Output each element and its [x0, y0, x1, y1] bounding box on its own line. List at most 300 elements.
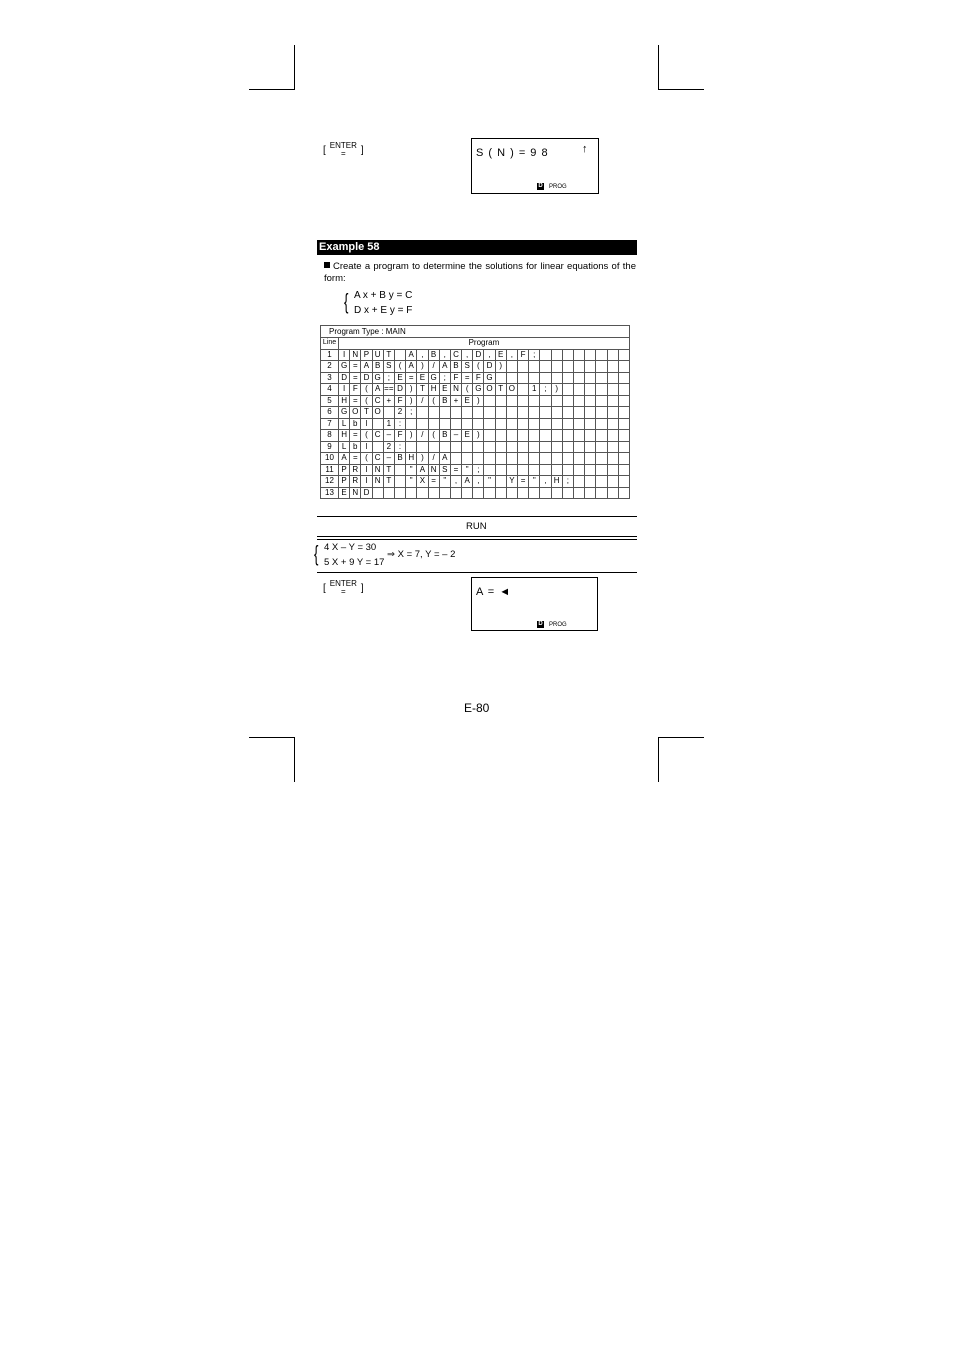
- program-cell: F: [394, 395, 405, 407]
- program-cell: [495, 372, 506, 384]
- program-cell: [529, 407, 540, 419]
- program-cell: [473, 418, 484, 430]
- program-cell: [573, 453, 584, 465]
- program-cell: B: [439, 395, 450, 407]
- enter-key-label: [330, 580, 357, 596]
- program-cell: ,: [417, 349, 428, 361]
- program-cell: [562, 487, 573, 499]
- program-cell: [495, 453, 506, 465]
- program-cell: [462, 441, 473, 453]
- program-cell: [495, 487, 506, 499]
- program-cell: [562, 395, 573, 407]
- program-cell: [473, 453, 484, 465]
- program-cell: ,: [439, 349, 450, 361]
- program-cell: [495, 441, 506, 453]
- program-cell: I: [339, 349, 350, 361]
- program-cell: ): [406, 430, 417, 442]
- program-cell: [428, 441, 439, 453]
- program-cell: E: [339, 487, 350, 499]
- program-cell: [417, 487, 428, 499]
- program-cell: [518, 453, 529, 465]
- program-cell: [462, 418, 473, 430]
- program-cell: ;: [383, 372, 394, 384]
- program-cell: ": [484, 476, 495, 488]
- program-cell: S: [383, 361, 394, 373]
- program-cell: +: [450, 395, 461, 407]
- program-cell: [573, 418, 584, 430]
- program-cell: [518, 441, 529, 453]
- program-cell: E: [417, 372, 428, 384]
- program-cell: [372, 418, 383, 430]
- program-cell: [462, 453, 473, 465]
- program-cell: [607, 453, 618, 465]
- table-row: [321, 361, 630, 373]
- program-cell: N: [372, 476, 383, 488]
- table-row: [321, 384, 630, 396]
- program-cell: [506, 487, 517, 499]
- program-cell: [439, 441, 450, 453]
- program-cell: –: [450, 430, 461, 442]
- program-cell: –: [383, 453, 394, 465]
- program-cell: [551, 487, 562, 499]
- program-cell: [529, 464, 540, 476]
- table-row: [321, 464, 630, 476]
- program-cell: [495, 418, 506, 430]
- program-cell: I: [339, 384, 350, 396]
- program-cell: [372, 487, 383, 499]
- program-cell: [529, 418, 540, 430]
- program-cell: T: [383, 464, 394, 476]
- program-cell: S: [462, 361, 473, 373]
- program-cell: [618, 349, 629, 361]
- program-cell: E: [394, 372, 405, 384]
- program-cell: [406, 441, 417, 453]
- program-cell: [607, 487, 618, 499]
- program-cell: [506, 418, 517, 430]
- program-cell: A: [406, 361, 417, 373]
- program-cell: [439, 407, 450, 419]
- table-row: [321, 395, 630, 407]
- program-cell: [506, 430, 517, 442]
- bracket-open: [: [323, 582, 326, 594]
- form-eq2: D x + E y = F: [354, 305, 413, 316]
- program-cell: B: [372, 361, 383, 373]
- bracket-open: [: [323, 144, 326, 156]
- program-cell: =: [350, 372, 361, 384]
- program-cell: O: [484, 384, 495, 396]
- program-cell: 1: [383, 418, 394, 430]
- program-cell: P: [361, 349, 372, 361]
- program-cell: [618, 487, 629, 499]
- program-table: [320, 325, 630, 499]
- program-cell: F: [450, 372, 461, 384]
- program-cell: [540, 441, 551, 453]
- program-cell: [607, 476, 618, 488]
- program-cell: ": [462, 464, 473, 476]
- program-cell: [607, 384, 618, 396]
- program-cell: =: [518, 476, 529, 488]
- program-cell: ): [417, 453, 428, 465]
- program-cell: [428, 418, 439, 430]
- program-cell: ): [417, 361, 428, 373]
- program-cell: [573, 441, 584, 453]
- program-type: [321, 326, 630, 338]
- program-cell: B: [428, 349, 439, 361]
- program-cell: /: [417, 430, 428, 442]
- program-cell: [551, 441, 562, 453]
- program-cell: =: [350, 395, 361, 407]
- program-cell: ": [406, 464, 417, 476]
- program-cell: [383, 407, 394, 419]
- program-cell: H: [406, 453, 417, 465]
- program-cell: [573, 395, 584, 407]
- program-cell: D: [339, 372, 350, 384]
- program-cell: b: [350, 418, 361, 430]
- indicator-d: D: [538, 183, 543, 189]
- crop-mark: [658, 737, 659, 782]
- program-cell: [529, 453, 540, 465]
- screen-text: A = ◄: [476, 586, 512, 598]
- program-cell: N: [350, 487, 361, 499]
- program-cell: 2: [383, 441, 394, 453]
- program-cell: (: [361, 384, 372, 396]
- program-cell: T: [383, 349, 394, 361]
- program-cell: G: [473, 384, 484, 396]
- program-cell: ": [406, 476, 417, 488]
- program-cell: [518, 384, 529, 396]
- program-cell: [562, 407, 573, 419]
- line-number: 8: [321, 430, 339, 442]
- calculator-screen-2: [471, 577, 598, 631]
- indicator-d: D: [538, 621, 543, 627]
- crop-mark: [249, 737, 295, 738]
- program-cell: [540, 418, 551, 430]
- program-cell: [406, 418, 417, 430]
- program-cell: [484, 395, 495, 407]
- program-cell: [585, 361, 596, 373]
- screen-text: S ( N ) = 9 8: [476, 147, 549, 159]
- program-cell: [484, 464, 495, 476]
- program-cell: 1: [529, 384, 540, 396]
- program-cell: C: [450, 349, 461, 361]
- program-cell: [450, 453, 461, 465]
- program-cell: T: [495, 384, 506, 396]
- program-cell: ,: [540, 476, 551, 488]
- program-cell: [462, 487, 473, 499]
- program-cell: A: [439, 453, 450, 465]
- program-cell: [506, 453, 517, 465]
- program-cell: [607, 407, 618, 419]
- program-cell: ;: [439, 372, 450, 384]
- program-cell: [540, 361, 551, 373]
- program-cell: [618, 372, 629, 384]
- program-cell: [585, 349, 596, 361]
- program-cell: ;: [473, 464, 484, 476]
- program-cell: A: [439, 361, 450, 373]
- program-cell: ): [495, 361, 506, 373]
- line-number: 1: [321, 349, 339, 361]
- bullet-icon: [324, 262, 330, 268]
- program-cell: –: [383, 430, 394, 442]
- program-cell: ): [473, 395, 484, 407]
- table-row: [321, 349, 630, 361]
- program-cell: 2: [394, 407, 405, 419]
- program-cell: [540, 395, 551, 407]
- table-row: [321, 476, 630, 488]
- indicator-prog: PROG: [549, 621, 567, 628]
- program-cell: N: [350, 349, 361, 361]
- program-cell: [551, 407, 562, 419]
- program-cell: l: [361, 418, 372, 430]
- col-program-header: Program: [339, 338, 630, 350]
- table-row: [321, 430, 630, 442]
- program-cell: (: [473, 361, 484, 373]
- program-cell: ": [529, 476, 540, 488]
- program-cell: [540, 453, 551, 465]
- program-cell: [372, 441, 383, 453]
- calculator-screen-1: [471, 138, 599, 194]
- program-cell: B: [450, 361, 461, 373]
- program-cell: [484, 430, 495, 442]
- program-cell: [562, 384, 573, 396]
- program-cell: [596, 441, 607, 453]
- program-cell: [394, 476, 405, 488]
- crop-mark: [294, 45, 295, 90]
- indicator-prog: PROG: [549, 183, 567, 190]
- program-cell: N: [428, 464, 439, 476]
- enter-key-bottom: =: [341, 587, 346, 596]
- program-cell: ): [406, 395, 417, 407]
- program-cell: =: [406, 372, 417, 384]
- program-cell: A: [372, 384, 383, 396]
- program-cell: [585, 430, 596, 442]
- program-cell: [417, 418, 428, 430]
- program-cell: =: [350, 430, 361, 442]
- program-cell: [450, 407, 461, 419]
- program-cell: [562, 372, 573, 384]
- program-cell: [618, 407, 629, 419]
- program-cell: [529, 395, 540, 407]
- run-eq2: 5 X + 9 Y = 17: [324, 557, 385, 568]
- program-cell: [573, 384, 584, 396]
- program-cell: [573, 476, 584, 488]
- program-cell: [618, 441, 629, 453]
- program-cell: =: [462, 372, 473, 384]
- table-row: [321, 441, 630, 453]
- program-cell: [529, 487, 540, 499]
- program-cell: [573, 487, 584, 499]
- program-cell: [450, 441, 461, 453]
- program-cell: P: [339, 476, 350, 488]
- program-cell: (: [428, 395, 439, 407]
- program-cell: ;: [540, 384, 551, 396]
- program-cell: ,: [473, 476, 484, 488]
- divider: [317, 516, 637, 517]
- crop-mark: [294, 737, 295, 782]
- program-cell: [439, 418, 450, 430]
- program-cell: [417, 407, 428, 419]
- program-cell: G: [372, 372, 383, 384]
- program-cell: ,: [506, 349, 517, 361]
- description-text: Create a program to determine the solutions for linear equations of the form:: [324, 261, 636, 284]
- screen-indicators: [537, 621, 567, 628]
- program-cell: L: [339, 441, 350, 453]
- program-cell: H: [339, 430, 350, 442]
- program-cell: F: [518, 349, 529, 361]
- program-cell: [495, 430, 506, 442]
- crop-mark: [249, 89, 295, 90]
- program-cell: R: [350, 476, 361, 488]
- program-cell: H: [339, 395, 350, 407]
- program-cell: [573, 430, 584, 442]
- brace-icon: {: [314, 541, 319, 566]
- program-cell: [551, 453, 562, 465]
- program-cell: /: [417, 395, 428, 407]
- program-cell: A: [339, 453, 350, 465]
- program-cell: [495, 476, 506, 488]
- program-cell: [473, 407, 484, 419]
- program-cell: [573, 372, 584, 384]
- program-cell: [394, 487, 405, 499]
- program-cell: [585, 418, 596, 430]
- program-cell: =: [450, 464, 461, 476]
- screen-indicators: [537, 183, 567, 190]
- program-cell: [394, 349, 405, 361]
- program-cell: [506, 372, 517, 384]
- program-cell: N: [372, 464, 383, 476]
- brace-icon: {: [344, 289, 349, 314]
- program-cell: [618, 361, 629, 373]
- program-cell: (: [361, 430, 372, 442]
- program-cell: =: [350, 453, 361, 465]
- program-cell: ==: [384, 384, 394, 394]
- program-cell: [473, 487, 484, 499]
- program-cell: [529, 430, 540, 442]
- program-cell: [518, 430, 529, 442]
- program-cell: F: [350, 384, 361, 396]
- program-cell: [383, 487, 394, 499]
- program-cell: [618, 384, 629, 396]
- program-cell: [428, 407, 439, 419]
- up-arrow-icon: ↑: [582, 143, 589, 155]
- program-cell: [596, 487, 607, 499]
- line-number: 9: [321, 441, 339, 453]
- program-cell: ,: [462, 349, 473, 361]
- program-cell: E: [439, 384, 450, 396]
- program-cell: /: [428, 361, 439, 373]
- program-cell: D: [361, 487, 372, 499]
- form-eq1: A x + B y = C: [354, 290, 413, 301]
- program-type-label: Program Type : MAIN: [329, 326, 406, 336]
- run-result: ⇒ X = 7, Y = – 2: [387, 549, 456, 560]
- program-cell: [540, 349, 551, 361]
- divider: [317, 539, 637, 540]
- program-cell: [596, 453, 607, 465]
- crop-mark: [658, 45, 659, 90]
- program-cell: [551, 430, 562, 442]
- program-cell: [618, 453, 629, 465]
- program-cell: [596, 384, 607, 396]
- program-cell: [585, 395, 596, 407]
- program-cell: [506, 361, 517, 373]
- line-number: 4: [321, 384, 339, 396]
- table-row: [321, 372, 630, 384]
- program-cell: C: [372, 453, 383, 465]
- program-cell: [585, 384, 596, 396]
- program-cell: [618, 395, 629, 407]
- program-cell: [462, 407, 473, 419]
- program-cell: [585, 372, 596, 384]
- program-cell: (: [462, 384, 473, 396]
- program-cell: [607, 464, 618, 476]
- program-cell: ,: [484, 349, 495, 361]
- program-cell: G: [339, 407, 350, 419]
- line-number: 2: [321, 361, 339, 373]
- program-cell: E: [495, 349, 506, 361]
- program-cell: [618, 418, 629, 430]
- program-cell: F: [394, 430, 405, 442]
- program-cell: T: [361, 407, 372, 419]
- program-cell: [540, 407, 551, 419]
- program-cell: [585, 476, 596, 488]
- program-cell: ): [406, 384, 417, 396]
- program-cell: [562, 453, 573, 465]
- program-cell: [529, 372, 540, 384]
- program-cell: [529, 361, 540, 373]
- program-cell: [529, 441, 540, 453]
- program-cell: P: [339, 464, 350, 476]
- program-cell: [495, 395, 506, 407]
- enter-key: [323, 142, 364, 158]
- program-cell: [585, 453, 596, 465]
- program-cell: (: [361, 453, 372, 465]
- program-cell: H: [551, 476, 562, 488]
- program-cell: [562, 464, 573, 476]
- program-cell: [417, 441, 428, 453]
- program-cell: [618, 464, 629, 476]
- program-cell: [551, 361, 562, 373]
- program-cell: ): [551, 384, 562, 396]
- program-cell: [596, 464, 607, 476]
- line-number: 3: [321, 372, 339, 384]
- bracket-close: ]: [360, 582, 364, 594]
- program-cell: R: [350, 464, 361, 476]
- program-cell: [596, 395, 607, 407]
- program-cell: [518, 372, 529, 384]
- program-cell: [484, 407, 495, 419]
- program-cell: [450, 487, 461, 499]
- col-line-header: Line: [321, 338, 339, 350]
- program-cell: D: [473, 349, 484, 361]
- table-row: [321, 453, 630, 465]
- program-cell: (: [428, 430, 439, 442]
- bracket-close: ]: [360, 144, 364, 156]
- example-description: [324, 261, 636, 285]
- program-cell: G: [428, 372, 439, 384]
- program-cell: [607, 372, 618, 384]
- program-cell: T: [417, 384, 428, 396]
- program-cell: [518, 395, 529, 407]
- program-cell: [585, 441, 596, 453]
- program-cell: O: [506, 384, 517, 396]
- program-cell: [618, 476, 629, 488]
- program-cell: [596, 372, 607, 384]
- program-cell: G: [339, 361, 350, 373]
- program-cell: B: [439, 430, 450, 442]
- program-cell: ;: [406, 407, 417, 419]
- program-cell: [596, 361, 607, 373]
- program-cell: [540, 372, 551, 384]
